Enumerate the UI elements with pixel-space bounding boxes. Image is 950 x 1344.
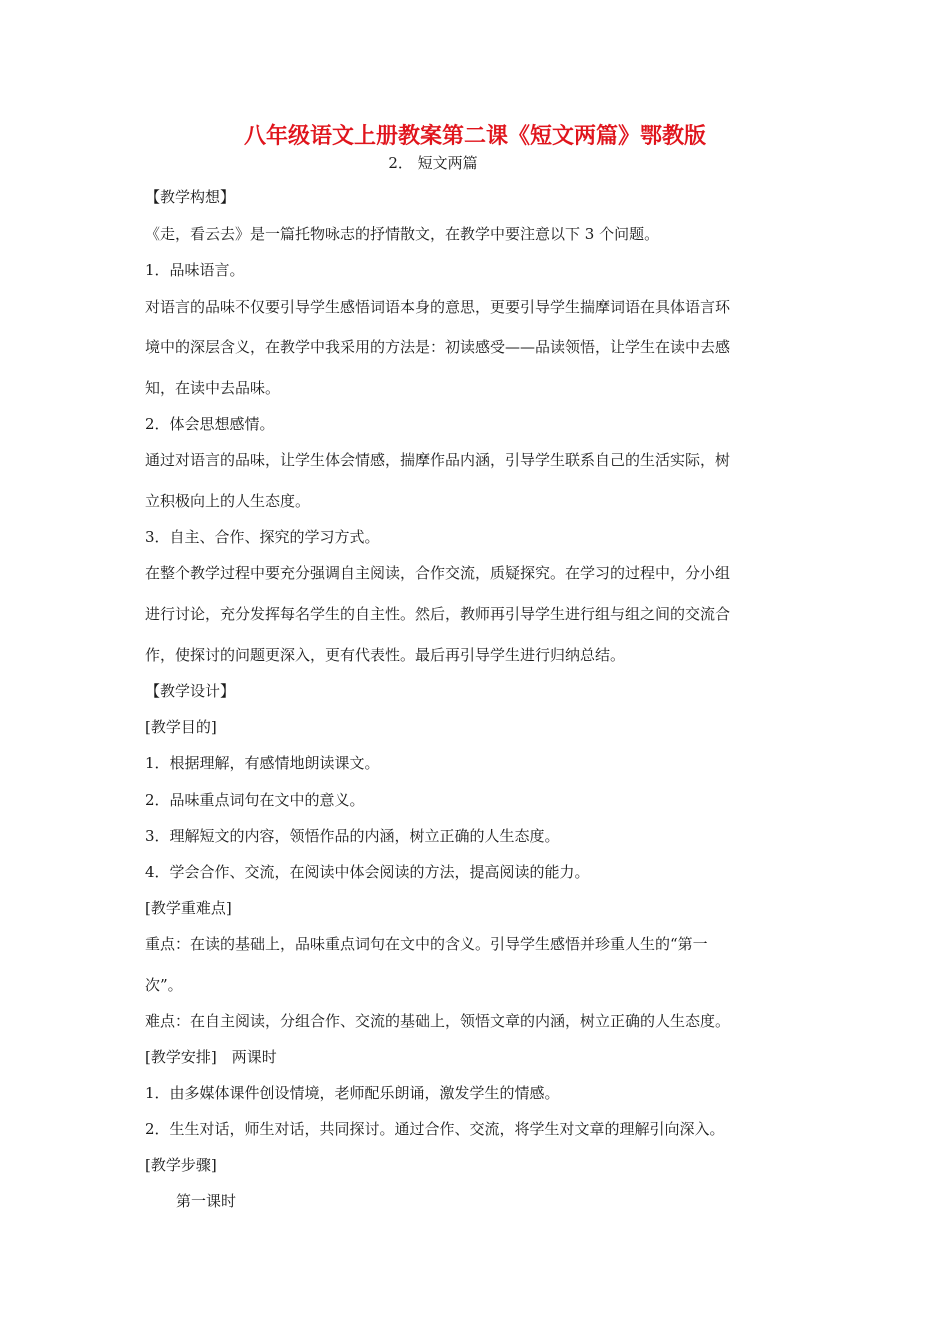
list-item: 1．由多媒体课件创设情境，老师配乐朗诵，激发学生的情感。 xyxy=(145,1084,560,1102)
paragraph-line: 重点：在读的基础上，品味重点词句在文中的含义。引导学生感悟并珍重人生的“第一 xyxy=(145,935,708,953)
subsection-heading: [教学安排] 两课时 xyxy=(145,1048,277,1066)
section-heading-teaching-design: 【教学设计】 xyxy=(145,682,236,700)
paragraph-line: 次”。 xyxy=(145,976,183,994)
list-item-heading: 1．品味语言。 xyxy=(145,261,245,279)
paragraph-line: 对语言的品味不仅要引导学生感悟词语本身的意思，更要引导学生揣摩词语在具体语言环 xyxy=(145,298,731,316)
list-item: 4．学会合作、交流，在阅读中体会阅读的方法，提高阅读的能力。 xyxy=(145,863,590,881)
document-title: 八年级语文上册教案第二课《短文两篇》鄂教版 xyxy=(243,123,706,149)
paragraph-line: 境中的深层含义，在教学中我采用的方法是：初读感受——品读领悟，让学生在读中去感 xyxy=(145,338,731,356)
paragraph-line: 进行讨论，充分发挥每名学生的自主性。然后，教师再引导学生进行组与组之间的交流合 xyxy=(145,605,731,623)
subsection-heading: [教学目的] xyxy=(145,718,217,736)
paragraph-line: 难点：在自主阅读，分组合作、交流的基础上，领悟文章的内涵，树立正确的人生态度。 xyxy=(145,1012,731,1030)
subsection-heading: [教学重难点] xyxy=(145,899,232,917)
lesson-heading: 第一课时 xyxy=(176,1192,237,1210)
paragraph-line: 《走，看云去》是一篇托物咏志的抒情散文，在教学中要注意以下 3 个问题。 xyxy=(145,225,660,243)
paragraph-line: 作，使探讨的问题更深入，更有代表性。最后再引导学生进行归纳总结。 xyxy=(145,646,626,664)
subsection-heading: [教学步骤] xyxy=(145,1156,217,1174)
paragraph-line: 知，在读中去品味。 xyxy=(145,379,281,397)
paragraph-line: 立积极向上的人生态度。 xyxy=(145,492,311,510)
document-subtitle: 2． 短文两篇 xyxy=(388,154,478,172)
list-item-heading: 2．体会思想感情。 xyxy=(145,415,275,433)
list-item-heading: 3．自主、合作、探究的学习方式。 xyxy=(145,528,380,546)
section-heading-teaching-concept: 【教学构想】 xyxy=(145,188,236,206)
list-item: 1．根据理解，有感情地朗读课文。 xyxy=(145,754,380,772)
paragraph-line: 在整个教学过程中要充分强调自主阅读，合作交流，质疑探究。在学习的过程中，分小组 xyxy=(145,564,731,582)
list-item: 3．理解短文的内容，领悟作品的内涵，树立正确的人生态度。 xyxy=(145,827,560,845)
list-item: 2．生生对话，师生对话，共同探讨。通过合作、交流，将学生对文章的理解引向深入。 xyxy=(145,1120,725,1138)
paragraph-line: 通过对语言的品味，让学生体会情感，揣摩作品内涵，引导学生联系自己的生活实际，树 xyxy=(145,451,731,469)
list-item: 2．品味重点词句在文中的意义。 xyxy=(145,791,365,809)
